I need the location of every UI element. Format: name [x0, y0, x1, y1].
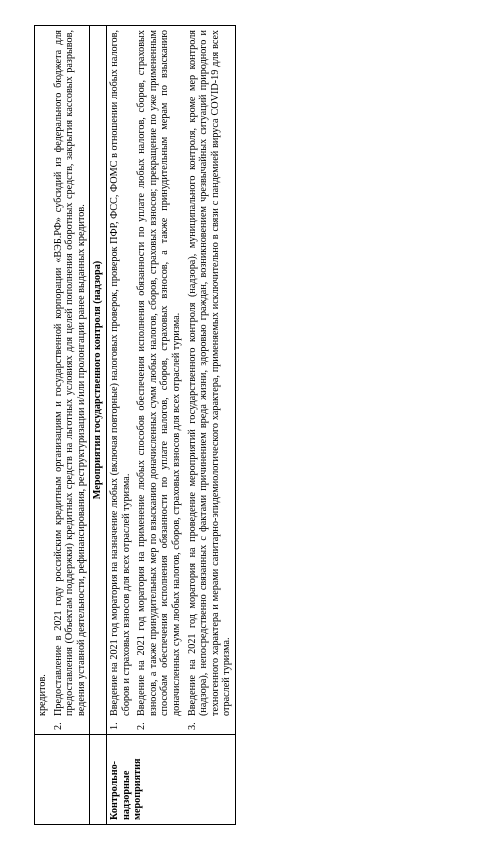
- list-item: [109, 30, 132, 730]
- item-number: 2.: [52, 722, 64, 730]
- section-left-cell: [90, 735, 107, 825]
- table-row: [106, 26, 235, 825]
- item-text: Введение на 2021 год моратория на назначение любых (включая повторные) налоговых проверок, проверок ПФР, ФСС, ФОМС в отношении любых налогов, сборов и страховых взносов для всех отраслей туризма.: [108, 30, 132, 716]
- list-item: [136, 30, 182, 730]
- item-text: Предоставление в 2021 году российским кредитным организациям и государственной корпорации «ВЭБ.РФ» субсидий из федерального бюджета для предоставления (Объектам поддержки) кредитных средств на льготных условиях для целей пополнения оборотных средств, закрытия кассовых разрывов, ведения уставной деятельности, рефинансирования, реструктуризации и/или пролонгации ранее выданных кредитов.: [52, 30, 87, 716]
- category-label: Контрольно-надзорные мероприятия: [106, 735, 235, 825]
- measures-cell: [106, 26, 235, 735]
- list-item: [187, 30, 233, 730]
- continuation-text: кредитов.: [37, 674, 48, 716]
- category-cell-empty: [35, 735, 90, 825]
- measures-table: [34, 25, 236, 825]
- item-number: 3.: [186, 722, 198, 730]
- list-item: [53, 30, 88, 730]
- item-number: 2.: [136, 722, 148, 730]
- section-row: [90, 26, 107, 825]
- item-number: 1.: [108, 722, 120, 730]
- measures-cell: [35, 26, 90, 735]
- table-row: [35, 26, 90, 825]
- section-title: Мероприятия государственного контроля (надзора): [90, 26, 107, 735]
- item-text: Введение на 2021 год моратория на применение любых способов обеспечения исполнения обязанности по уплате любых налогов, сборов, страховых взносов, а также принудительных мер по взысканию доначисленных сумм любых налогов, сборов, страховых взносов; прекращение по уже примененным способам обеспечения исполнения обязанности по уплате налогов, сборов, страховых взносов, а также принудительным мерам по взысканию доначисленных сумм любых налогов, сборов, страховых взносов для всех отраслей туризма.: [136, 30, 182, 716]
- item-text: Введение на 2021 год моратория на проведение мероприятий государственного контроля (надзора), муниципального контроля, кроме мер контроля (надзора), непосредственно связанных с фактами причинением вреда жизни, здоровью граждан, возникновением чрезвычайных ситуаций природного и техногенного характера и мерами санитарно-эпидемиологического характера, применяемых исключительно в связи с пандемией вируса COVID-19 для всех отраслей туризма.: [186, 30, 233, 716]
